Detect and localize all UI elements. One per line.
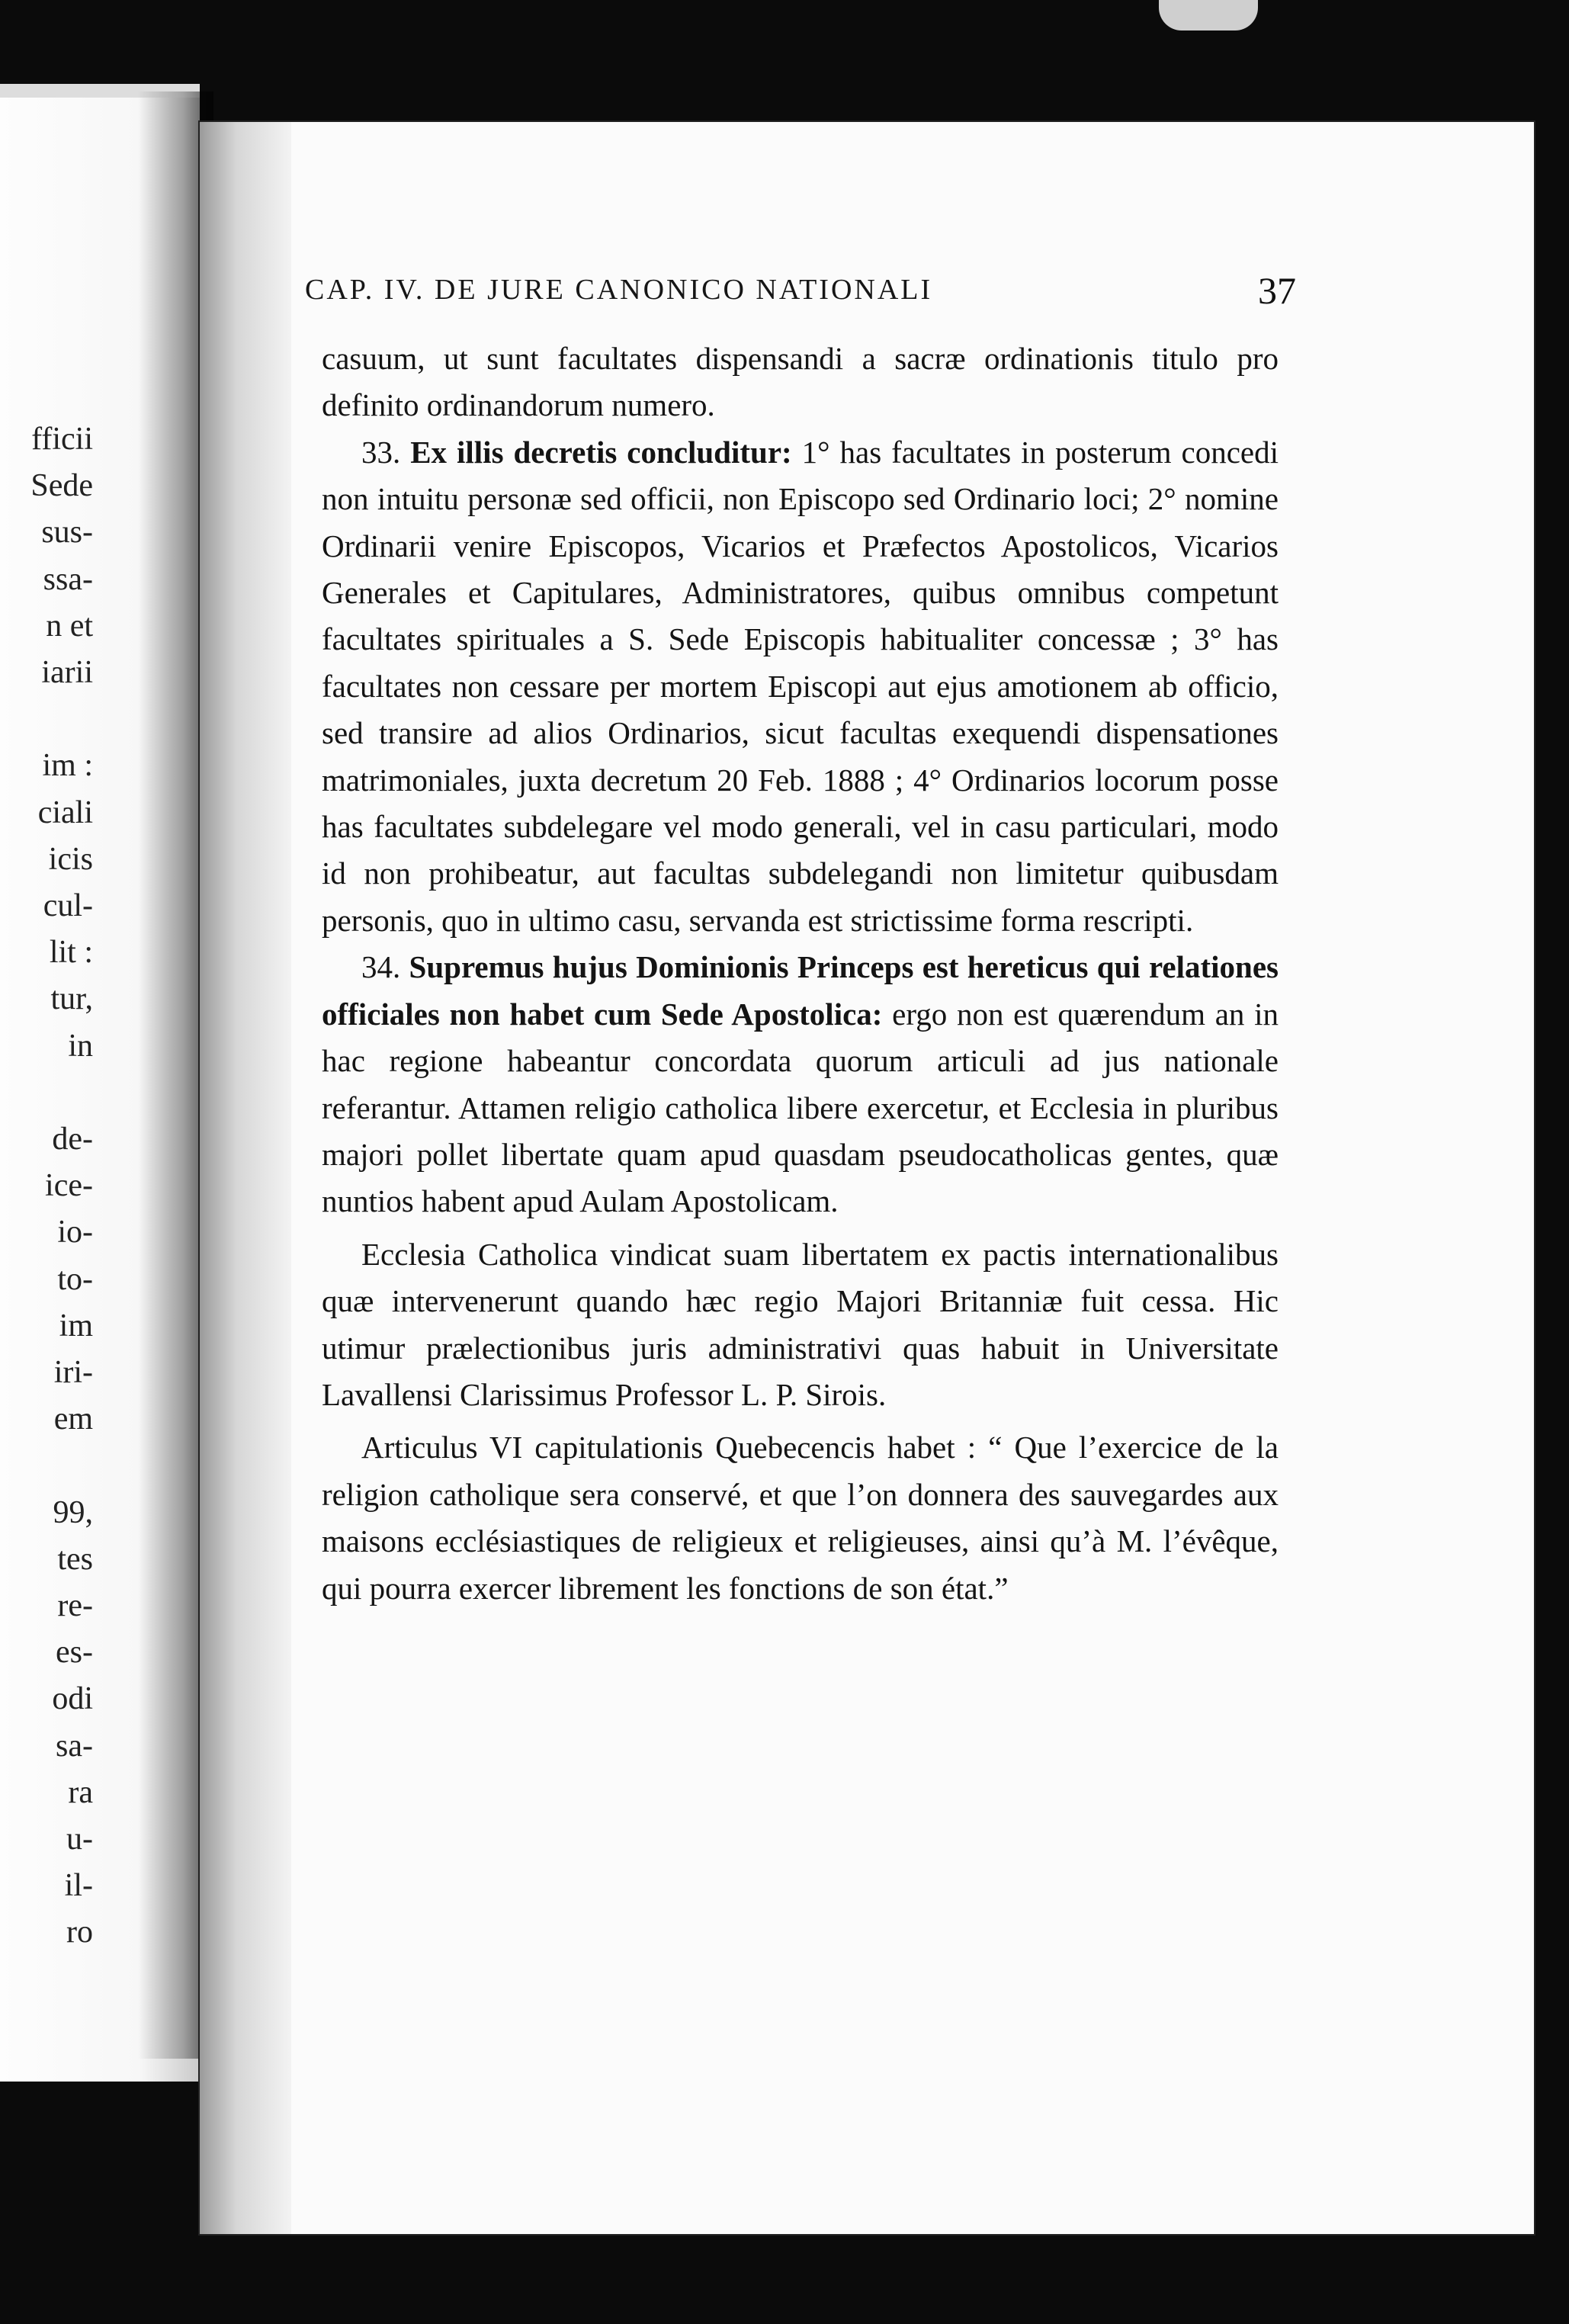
- running-title: CAP. IV. DE JURE CANONICO NATIONALI: [305, 274, 933, 306]
- paragraph-34: [322, 944, 1279, 1225]
- previous-page-line: sa-: [56, 1728, 93, 1764]
- section-heading-33: Ex illis decretis concluditur:: [410, 434, 792, 470]
- previous-page-line: ssa-: [43, 561, 93, 597]
- page-body: [322, 335, 1279, 1612]
- previous-page-line: in: [68, 1028, 93, 1064]
- previous-page-line: io-: [57, 1215, 93, 1250]
- previous-page-line: icis: [48, 841, 93, 877]
- previous-page-line: lit :: [49, 935, 93, 971]
- previous-page-line: iarii: [41, 655, 93, 690]
- previous-page-line: Sede: [30, 468, 93, 504]
- previous-page-line: tes: [57, 1541, 93, 1577]
- section-text-34: ergo non est quærendum an in hac regione habeantur concordata quorum articuli ad jus nationale referantur. Attamen religio catholica libere exercetur, et Ecclesia in pluribus majori pollet libertate quam apud quasdam pseudocatholicas gentes, quæ nuntios habent apud Aulam Apostolicam.: [322, 996, 1279, 1219]
- previous-page-line: ra: [68, 1774, 93, 1810]
- page-gutter: [200, 122, 291, 2234]
- previous-page-line: odi: [52, 1681, 93, 1717]
- previous-page-line: ciali: [37, 794, 93, 830]
- running-head: [305, 269, 1296, 319]
- previous-page-line: to-: [57, 1261, 93, 1297]
- previous-page-line: n et: [46, 608, 93, 644]
- section-number-33: 33.: [361, 434, 401, 470]
- previous-page-line: im :: [42, 748, 93, 784]
- previous-page-line: ro: [66, 1915, 93, 1950]
- previous-page-line: es-: [56, 1635, 93, 1671]
- section-number-34: 34.: [361, 949, 401, 985]
- previous-page-line: re-: [57, 1588, 93, 1623]
- previous-page-line: il-: [64, 1868, 93, 1904]
- top-edge-mark: [1159, 0, 1258, 30]
- paragraph-1: casuum, ut sunt facultates dispensandi a sacræ ordinationis titulo pro definito ordinandorum numero.: [322, 341, 1279, 423]
- paragraph-33: [322, 429, 1279, 944]
- section-text-33: 1° has facultates in posterum concedi non intuitu personæ sed officii, non Episcopo sed Ordinario loci; 2° nomine Ordinarii venire Episcopos, Vicarios et Præfectos Apostolicos, Vicarios Generales et Capitulares, Administratores, quibus omnibus competunt facultates spirituales a S. Sede Episcopis habitualiter concessæ ; 3° has facultates non cessare per mortem Episcopi aut ejus amotionem ab officio, sed transire ad alios Ordinarios, sicut facultas exequendi dispensationes matrimoniales, juxta decretum 20 Feb. 1888 ; 4° Ordinarios locorum posse has facultates subdelegare vel modo generali, vel in casu particulari, modo id non prohibeatur, aut facultas subdelegandi non limitetur quibusdam personis, quo in ultimo casu, servanda est strictissime forma rescripti.: [322, 434, 1279, 938]
- previous-page-line: im: [59, 1308, 93, 1343]
- previous-page-line: iri-: [53, 1355, 93, 1390]
- previous-page-line: cul-: [43, 888, 93, 923]
- previous-page-line: u-: [66, 1822, 93, 1857]
- paragraph-articulus: Articulus VI capitulationis Quebecencis habet : “ Que l’exercice de la religion catholique sera conservé, et que l’on donnera des sauvegardes aux maisons ecclésiastiques de religieux et religieuses, ainsi qu’à M. l’évêque, qui pourra exercer librement les fonctions de son état.”: [322, 1430, 1279, 1606]
- previous-page-line: sus-: [41, 515, 93, 551]
- previous-page-line: de-: [52, 1122, 93, 1157]
- previous-page-line: 99,: [53, 1494, 93, 1530]
- section-heading-34: Supremus hujus Dominionis Princeps est hereticus qui relationes officiales non habet cum Sede Apostolica:: [322, 949, 1279, 1032]
- previous-page-line: tur,: [50, 981, 93, 1017]
- previous-page-line: em: [53, 1401, 93, 1437]
- previous-page-line: ice-: [45, 1168, 93, 1204]
- paragraph-ecclesia: Ecclesia Catholica vindicat suam libertatem ex pactis internationalibus quæ intervenerunt quando hæc regio Majori Britanniæ fuit cessa. Hic utimur prælectionibus juris administrativi quas habuit in Universitate Lavallensi Clarissimus Professor L. P. Sirois.: [322, 1236, 1279, 1412]
- previous-page-line: fficii: [31, 422, 93, 457]
- page-number: 37: [1258, 269, 1296, 312]
